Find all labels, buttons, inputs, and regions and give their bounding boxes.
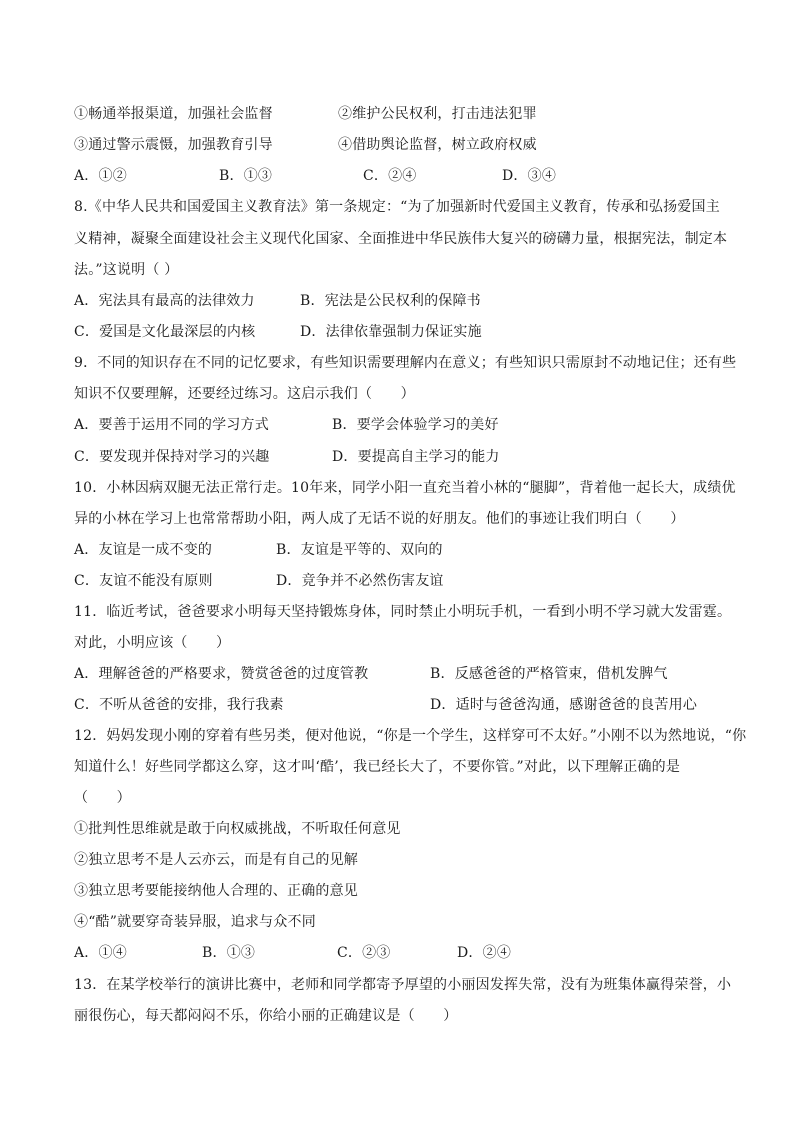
q9-stem-line-2: 知识不仅要理解，还要经过练习。这启示我们（ ） (74, 386, 415, 402)
q7-option-b: B．①③ (219, 168, 273, 184)
q8-option-b: B．宪法是公民权利的保障书 (300, 293, 481, 309)
q8-option-a: A．宪法具有最高的法律效力 (74, 293, 255, 309)
q10-option-c: C．友谊不能没有原则 (74, 573, 213, 589)
q12-statement-4: ④“酷”就要穿奇装异服，追求与众不同 (74, 914, 316, 930)
q8-stem-line-3: 法。”这说明（ ） (74, 262, 179, 278)
q11-option-d: D．适时与爸爸沟通，感谢爸爸的良苦用心 (430, 697, 698, 713)
q11-stem-line-1: 11．临近考试，爸爸要求小明每天坚持锻炼身体，同时禁止小明玩手机，一看到小明不学习就大发雷霆。 (74, 604, 732, 620)
q11-stem-line-2: 对此，小明应该（ ） (74, 635, 231, 651)
q7-statement-1: ①畅通举报渠道，加强社会监督 (74, 106, 273, 122)
q9-option-a: A．要善于运用不同的学习方式 (74, 417, 269, 433)
q8-option-c: C．爱国是文化最深层的内核 (74, 324, 256, 340)
q8-stem-line-2: 义精神，凝聚全面建设社会主义现代化国家、全面推进中华民族伟大复兴的磅礴力量，根据宪法，制定本 (74, 231, 728, 247)
q9-option-d: D．要提高自主学习的能力 (332, 449, 500, 465)
q12-statement-1: ①批判性思维就是敢于向权威挑战，不听取任何意见 (74, 821, 401, 837)
q8-stem-line-1: 8.《中华人民共和国爱国主义教育法》第一条规定：“为了加强新时代爱国主义教育，传承和弘扬爱国主 (74, 199, 720, 215)
q12-stem-line-2: 知道什么！好些同学都这么穿，这才叫‘酷’，我已经长大了，不要你管。”对此，以下理解正确的是 (74, 759, 681, 775)
q12-stem-line-1: 12．妈妈发现小刚的穿着有些另类，便对他说，“你是一个学生，这样穿可不太好。”小刚不以为然地说，“你 (74, 728, 747, 744)
q12-option-d: D．②④ (457, 945, 512, 961)
q11-option-a: A．理解爸爸的严格要求，赞赏爸爸的过度管教 (74, 666, 369, 682)
q10-option-a: A．友谊是一成不变的 (74, 542, 213, 558)
q7-option-d: D．③④ (502, 168, 557, 184)
q9-option-c: C．要发现并保持对学习的兴趣 (74, 449, 270, 465)
q11-option-b: B．反感爸爸的严格管束，借机发脾气 (430, 666, 668, 682)
q12-stem-line-3: （ ） (74, 790, 131, 806)
q7-statement-4: ④借助舆论监督，树立政府权威 (338, 137, 537, 153)
q12-option-b: B．①③ (202, 945, 256, 961)
q12-statement-2: ②独立思考不是人云亦云，而是有自己的见解 (74, 852, 358, 868)
q13-stem-line-2: 丽很伤心，每天都闷闷不乐，你给小丽的正确建议是（ ） (74, 1008, 458, 1024)
q12-statement-3: ③独立思考要能接纳他人合理的、正确的意见 (74, 883, 358, 899)
q13-stem-line-1: 13．在某学校举行的演讲比赛中，老师和同学都寄予厚望的小丽因发挥失常，没有为班集体赢得荣誉，小 (74, 977, 732, 993)
q10-option-d: D．竞争并不必然伤害友谊 (276, 573, 444, 589)
q7-statement-3: ③通过警示震慑，加强教育引导 (74, 137, 273, 153)
q12-option-c: C．②③ (337, 945, 391, 961)
q10-stem-line-2: 异的小林在学习上也常常帮助小阳，两人成了无话不说的好朋友。他们的事迹让我们明白（ ） (74, 511, 685, 527)
q10-stem-line-1: 10．小林因病双腿无法正常行走。10年来，同学小阳一直充当着小林的“腿脚”，背着他一起长大，成绩优 (74, 480, 736, 496)
q7-statement-2: ②维护公民权利，打击违法犯罪 (338, 106, 537, 122)
q11-option-c: C．不听从爸爸的安排，我行我素 (74, 697, 284, 713)
q8-option-d: D．法律依靠强制力保证实施 (300, 324, 482, 340)
q9-stem-line-1: 9．不同的知识存在不同的记忆要求，有些知识需要理解内在意义；有些知识只需原封不动地记住；还有些 (74, 355, 737, 371)
q7-option-a: A．①② (74, 168, 127, 184)
q10-option-b: B．友谊是平等的、双向的 (276, 542, 443, 558)
q12-option-a: A．①④ (74, 945, 127, 961)
q9-option-b: B．要学会体验学习的美好 (332, 417, 499, 433)
q7-option-c: C．②④ (363, 168, 417, 184)
